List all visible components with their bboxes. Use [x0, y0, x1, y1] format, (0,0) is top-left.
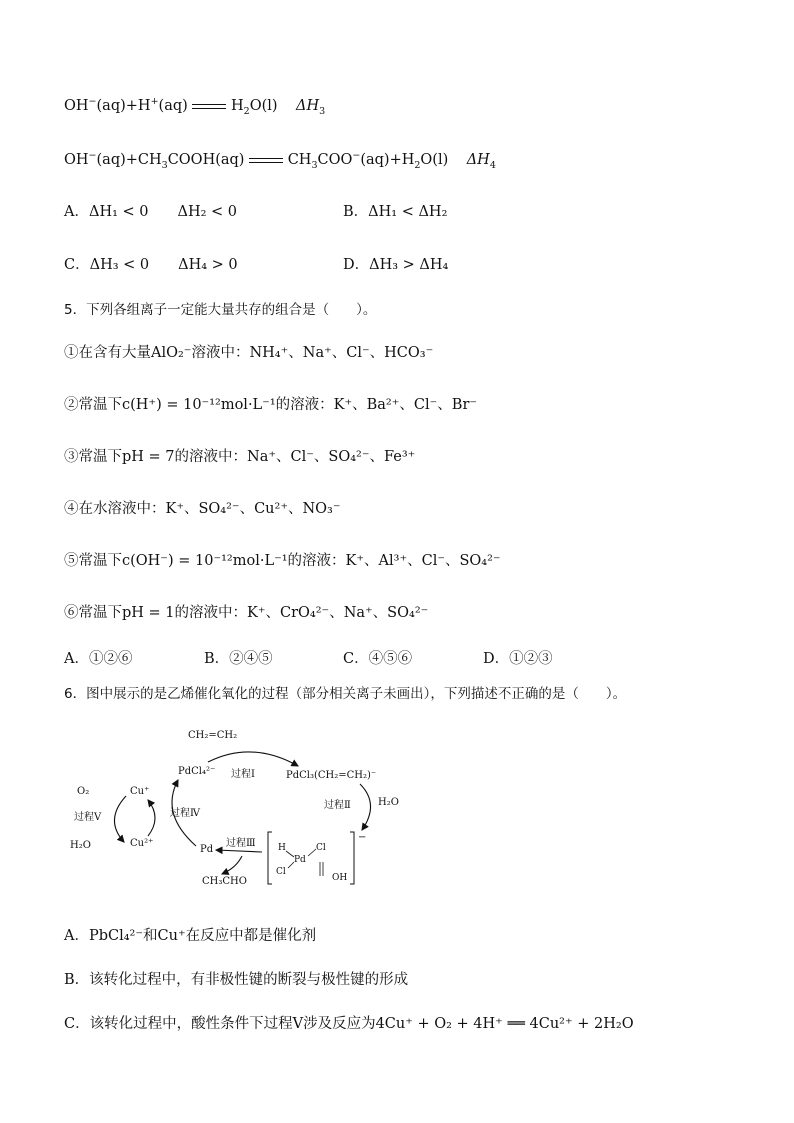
bond-pd-cl [308, 849, 316, 856]
eq4-oh: OH [64, 152, 89, 168]
q5-item-4: ④在水溶液中：K⁺、SO₄²⁻、Cu²⁺、NO₃⁻ [64, 501, 341, 517]
label-process-3: 过程Ⅲ [226, 838, 256, 849]
eq4-dh-sub: 4 [489, 159, 496, 171]
q5-item-6: ⑥常温下pH = 1的溶液中：K⁺、CrO₄²⁻、Na⁺、SO₄²⁻ [64, 605, 429, 621]
label-intermediate-charge: − [358, 832, 367, 843]
eq4-mid: (aq)+CH [96, 152, 162, 168]
label-process-5: 过程Ⅴ [74, 812, 102, 823]
arrow-acetaldehyde [222, 856, 242, 874]
arrow-process-5-left [114, 796, 126, 842]
arrow-process-2 [360, 784, 371, 830]
eq3-h: H [231, 98, 244, 114]
eq4-acetic: COOH(aq) [167, 152, 245, 168]
label-inter-h: H [278, 843, 286, 853]
q5-option-b: B．②④⑤ [204, 651, 273, 667]
label-process-4: 过程Ⅳ [170, 808, 200, 819]
label-cu2-plus: Cu²⁺ [130, 838, 154, 849]
q6-option-a: A．PbCl₄²⁻和Cu⁺在反应中都是催化剂 [64, 928, 317, 944]
arrow-process-5-right [148, 800, 155, 836]
bond-pd-cl2 [288, 862, 294, 868]
q6-stem: 6．图中展示的是乙烯催化氧化的过程（部分相关离子未画出），下列描述不正确的是（ ）。 [64, 686, 627, 702]
q5-item-2: ②常温下c(H⁺) = 10⁻¹²mol·L⁻¹的溶液：K⁺、Ba²⁺、Cl⁻、Br⁻ [64, 397, 478, 413]
arrow-process-1 [208, 752, 298, 766]
label-h2o-out: H₂O [70, 840, 91, 851]
q5-item-1: ①在含有大量AlO₂⁻溶液中：NH₄⁺、Na⁺、Cl⁻、HCO₃⁻ [64, 345, 434, 361]
label-ethylene: CH₂=CH₂ [188, 730, 238, 741]
eq4-coo: COO [317, 152, 353, 168]
q5-option-a: A．①②⑥ [64, 651, 133, 667]
q5-stem: 5．下列各组离子一定能大量共存的组合是（ ）。 [64, 302, 377, 318]
label-pdcl4: PdCl₄²⁻ [178, 766, 216, 777]
q6-option-c: C．该转化过程中，酸性条件下过程Ⅴ涉及反应为4Cu⁺ + O₂ + 4H⁺ ══ 4Cu²⁺ + 2H₂O [64, 1016, 634, 1032]
eq3-delta-h: ΔH [295, 98, 320, 114]
arrow-process-3 [216, 850, 262, 852]
eq4-water: O(l) [420, 152, 449, 168]
equation-dh3: OH−(aq)+H+(aq) $H_2O(l)$ $\Delta H_3$ [64, 96, 326, 117]
label-process-1: 过程Ⅰ [231, 769, 255, 780]
eq3-aq2: (aq) [158, 98, 188, 114]
equals-sign [249, 158, 283, 163]
label-o2: O₂ [77, 786, 90, 797]
label-inter-cl-top: Cl [316, 843, 326, 853]
ethylene-oxidation-diagram [62, 722, 402, 892]
label-inter-oh: OH [332, 873, 348, 883]
eq4-delta-h: ΔH [466, 152, 490, 168]
q5-item-5: ⑤常温下c(OH⁻) = 10⁻¹²mol·L⁻¹的溶液：K⁺、Al³⁺、Cl⁻、SO₄²⁻ [64, 553, 501, 569]
q5-option-c: C．④⑤⑥ [343, 651, 413, 667]
label-pdcl3-complex: PdCl₃(CH₂=CH₂)⁻ [286, 770, 377, 781]
label-pd: Pd [200, 844, 214, 855]
eq4-plus-h: (aq)+H [360, 152, 415, 168]
label-inter-pd: Pd [294, 855, 306, 865]
bracket-right [350, 832, 354, 884]
q4-option-c: C．ΔH₃ < 0 ΔH₄ > 0 [64, 257, 238, 273]
eq3-aq1: (aq) [96, 98, 126, 114]
label-water-in: H₂O [378, 797, 399, 808]
label-process-2: 过程Ⅱ [324, 800, 351, 811]
q5-option-d: D．①②③ [483, 651, 553, 667]
eq3-water: O(l) [249, 98, 278, 114]
eq3-oh: OH [64, 98, 89, 114]
label-inter-cl-bottom: Cl [276, 867, 286, 877]
label-ch3cho: CH₃CHO [202, 876, 247, 887]
q6-option-b: B．该转化过程中，有非极性键的断裂与极性键的形成 [64, 972, 409, 988]
q4-option-d: D．ΔH₃ > ΔH₄ [343, 257, 449, 273]
q5-item-3: ③常温下pH = 7的溶液中：Na⁺、Cl⁻、SO₄²⁻、Fe³⁺ [64, 449, 416, 465]
bond-h-pd [286, 851, 294, 857]
eq3-plus-h: +H [125, 98, 151, 114]
q4-option-b: B．ΔH₁ < ΔH₂ [343, 204, 448, 220]
q4-option-a: A．ΔH₁ < 0 ΔH₂ < 0 [64, 204, 238, 220]
eq3-dh-sub: 3 [319, 105, 326, 117]
equation-dh4: $OH^-(aq)+CH_3COOH(aq)$ $CH_3COO^-(aq)+H_2O(l)$ $\Delta H_4$ [64, 150, 496, 171]
bracket-left [268, 832, 272, 884]
eq4-ch: CH [287, 152, 312, 168]
label-cu-plus: Cu⁺ [130, 786, 150, 797]
equals-sign [192, 104, 226, 109]
